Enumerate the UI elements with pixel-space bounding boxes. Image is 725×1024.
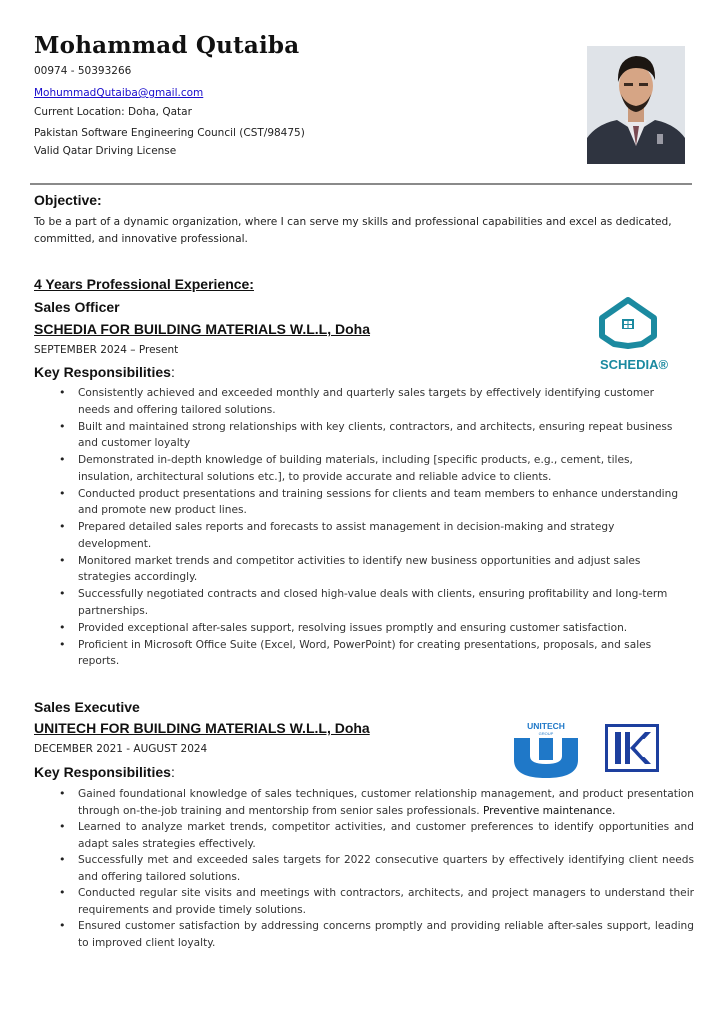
key-responsibilities-heading (34, 364, 175, 380)
list-item: • Proficient in Microsoft Office Suite (Excel, Word, PowerPoint) for creating presentations, proposals, and sales reports. (0, 637, 686, 670)
job-role: Sales Executive (34, 699, 140, 715)
job-company: UNITECH FOR BUILDING MATERIALS W.L.L, Doha (34, 720, 370, 736)
list-item: • Built and maintained strong relationships with key clients, contractors, and architects, ensuring repeat business and customer loyalty (0, 419, 686, 452)
list-item: • Prepared detailed sales reports and forecasts to assist management in decision-making and strategy development. (0, 519, 686, 552)
list-item: • Demonstrated in-depth knowledge of building materials, including [specific products, e.g., cement, tiles, insulation, architectural solutions etc.], to provide accurate and reliable advice to clients. (0, 452, 686, 485)
council-registration: Pakistan Software Engineering Council (CST/98475) (34, 127, 305, 139)
candidate-name: Mohammad Qutaiba (34, 32, 300, 59)
key-responsibilities-heading (34, 764, 175, 780)
key-responsibilities-label: Key Responsibilities (34, 764, 171, 780)
key-responsibilities-label: Key Responsibilities (34, 364, 171, 380)
experience-heading: 4 Years Professional Experience: (34, 276, 254, 292)
responsibilities-list (0, 786, 694, 951)
unitech-logo-subtext: GROUP (538, 731, 554, 736)
profile-photo (587, 46, 685, 164)
responsibilities-list (0, 385, 686, 670)
schedia-logo-text: SCHEDIA® (599, 357, 669, 372)
objective-heading: Objective: (34, 192, 102, 208)
job-role: Sales Officer (34, 299, 120, 315)
list-item-text: Gained foundational knowledge of sales techniques, customer relationship management, and product presentation through on-the-job training and mentorship from senior sales professionals. (78, 788, 694, 817)
objective-text: To be a part of a dynamic organization, where I can serve my skills and professional capabilities and excel as dedicated, committed, and innovative professional. (34, 216, 672, 245)
unitech-logo (508, 720, 584, 780)
list-item: • Conducted product presentations and training sessions for clients and team members to enhance understanding and promote new product lines. (0, 486, 686, 519)
unitech-logo-text: UNITECH (527, 721, 565, 731)
ik-logo (605, 724, 659, 772)
list-item (0, 786, 694, 819)
list-item: • Monitored market trends and competitor activities to identify new business opportunities and adjust sales strategies accordingly. (0, 553, 686, 586)
current-location: Current Location: Doha, Qatar (34, 106, 192, 118)
list-item-emphasis: Preventive maintenance. (482, 804, 616, 817)
key-responsibilities-colon: : (170, 364, 175, 380)
list-item: • Successfully met and exceeded sales targets for 2022 consecutive quarters by effectively identifying client needs and offering tailored solutions. (0, 852, 694, 885)
list-item: • Provided exceptional after-sales support, resolving issues promptly and ensuring customer satisfaction. (0, 620, 686, 637)
email-link[interactable]: MohummadQutaiba@gmail.com (34, 87, 204, 99)
job-dates: DECEMBER 2021 - AUGUST 2024 (34, 743, 208, 755)
job-dates: SEPTEMBER 2024 – Present (34, 344, 179, 356)
list-item: • Conducted regular site visits and meetings with contractors, architects, and project managers to understand their requirements and provide timely solutions. (0, 885, 694, 918)
list-item: • Consistently achieved and exceeded monthly and quarterly sales targets by effectively identifying customer needs and offering tailored solutions. (0, 385, 686, 418)
list-item: • Ensured customer satisfaction by addressing concerns promptly and providing reliable after-sales support, leading to improved client loyalty. (0, 918, 694, 951)
key-responsibilities-colon: : (170, 764, 175, 780)
list-item: • Learned to analyze market trends, competitor activities, and customer preferences to identify opportunities and adapt sales strategies effectively. (0, 819, 694, 852)
schedia-logo (590, 296, 678, 376)
list-item: • Successfully negotiated contracts and closed high-value deals with clients, ensuring profitability and long-term partnerships. (0, 586, 686, 619)
phone-number: 00974 - 50393266 (34, 65, 132, 77)
header-divider (30, 183, 692, 185)
driving-license: Valid Qatar Driving License (34, 145, 177, 157)
job-company: SCHEDIA FOR BUILDING MATERIALS W.L.L, Doha (34, 321, 370, 337)
